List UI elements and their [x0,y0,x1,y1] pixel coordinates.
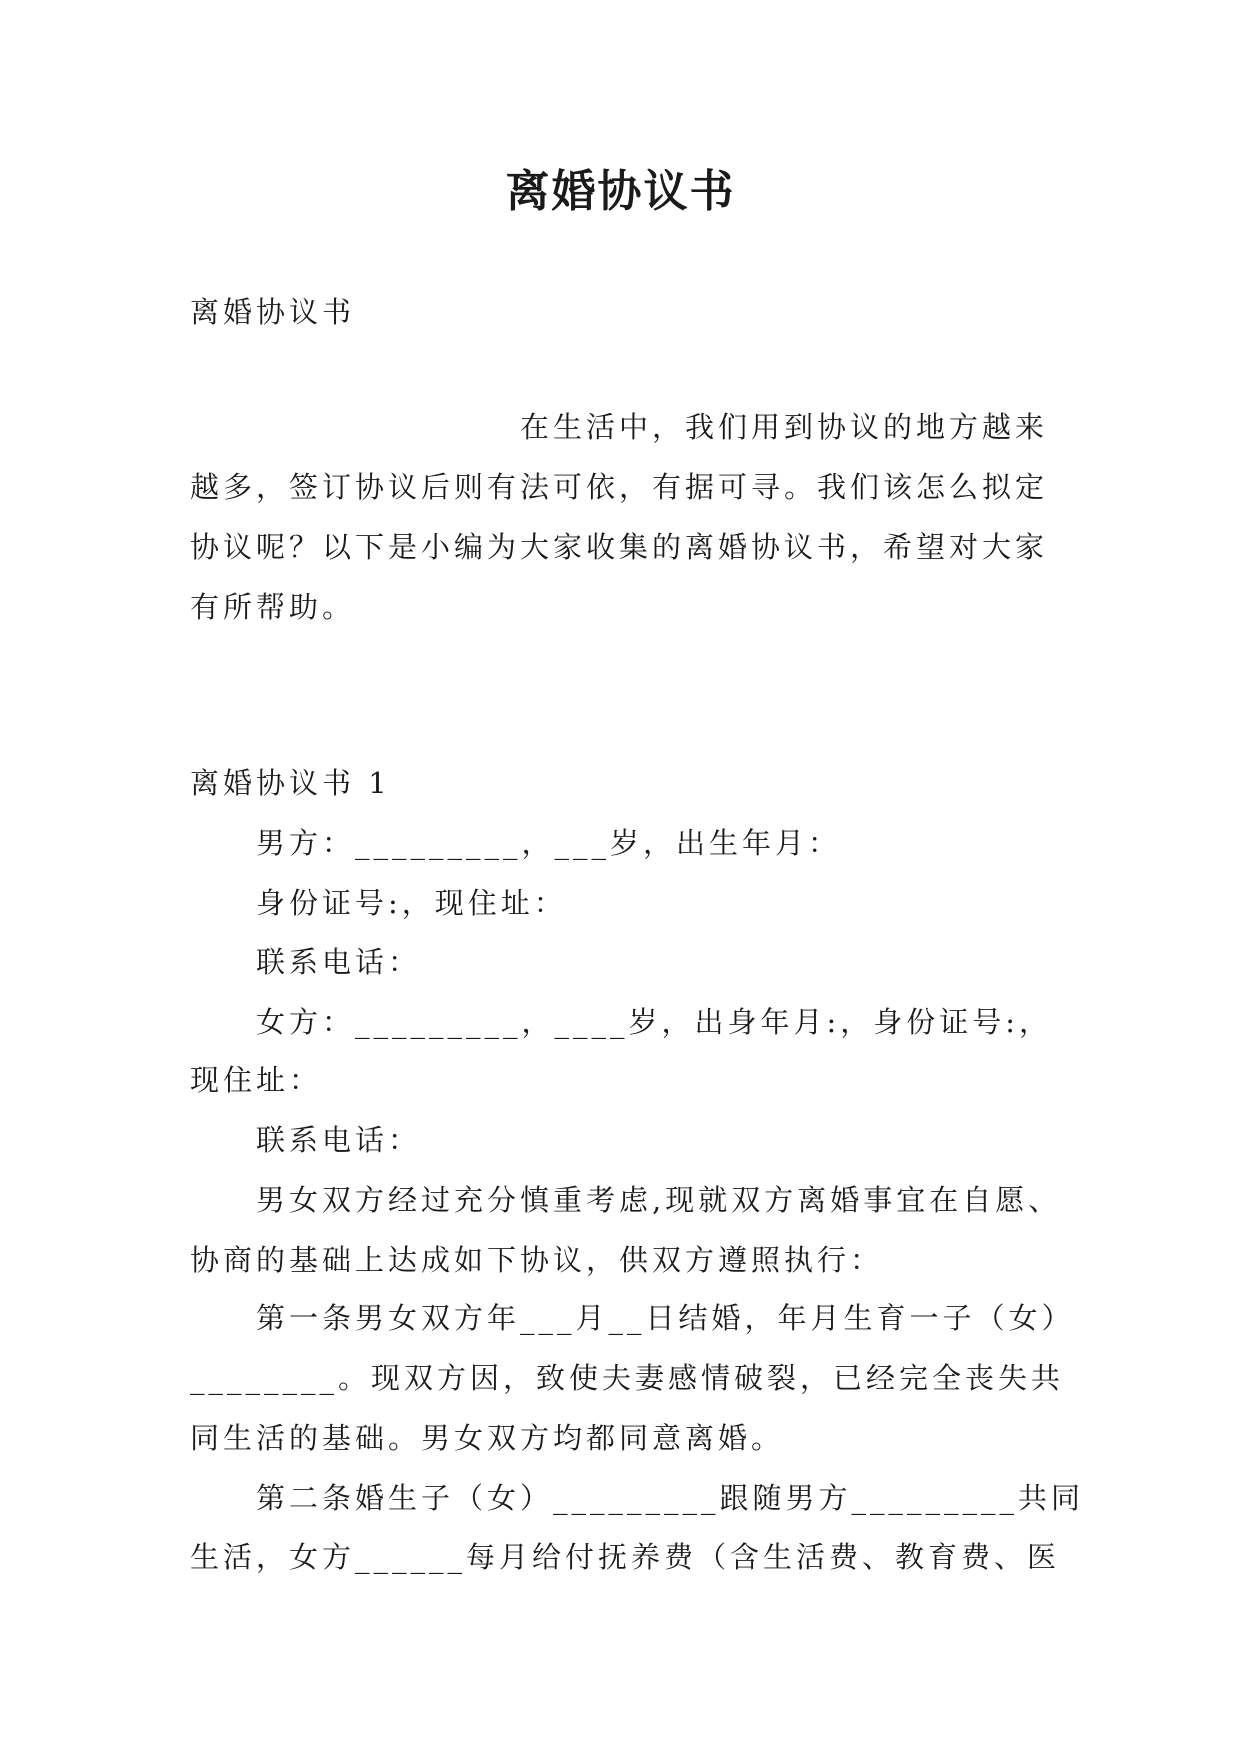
intro-line: 在生活中，我们用到协议的地方越来 [520,410,1049,444]
body-line: 联系电话： [256,945,422,979]
body-line: 同生活的基础。男女双方均都同意离婚。 [190,1421,785,1455]
body-line: 联系电话： [256,1123,422,1157]
body-line: 男方：_________，___岁，出生年月： [256,826,842,860]
section-heading: 离婚协议书 1 [190,766,391,800]
body-line: 协商的基础上达成如下协议，供双方遵照执行： [190,1243,884,1277]
body-line: 男女双方经过充分慎重考虑,现就双方离婚事宜在自愿、 [256,1183,1062,1217]
page-title: 离婚协议书 [505,166,736,217]
body-line: 生活，女方______每月给付抚养费（含生活费、教育费、医 [190,1540,1061,1574]
subtitle: 离婚协议书 [190,295,356,329]
body-line: 第一条男女双方年___月__日结婚，年月生育一子（女） [256,1301,1075,1335]
intro-line: 协议呢？以下是小编为大家收集的离婚协议书，希望对大家 [190,530,1049,564]
intro-line: 越多，签订协议后则有法可依，有据可寻。我们该怎么拟定 [190,470,1049,504]
body-line: ________。现双方因，致使夫妻感情破裂，已经完全丧失共 [190,1361,1065,1395]
body-line: 第二条婚生子（女）_________跟随男方_________共同 [256,1481,1085,1515]
intro-line: 有所帮助。 [190,590,356,624]
body-line: 身份证号:，现住址： [256,886,567,920]
body-line: 现住址： [190,1063,323,1097]
body-line: 女方：_________，____岁，出身年月:，身份证号:， [256,1005,1053,1039]
